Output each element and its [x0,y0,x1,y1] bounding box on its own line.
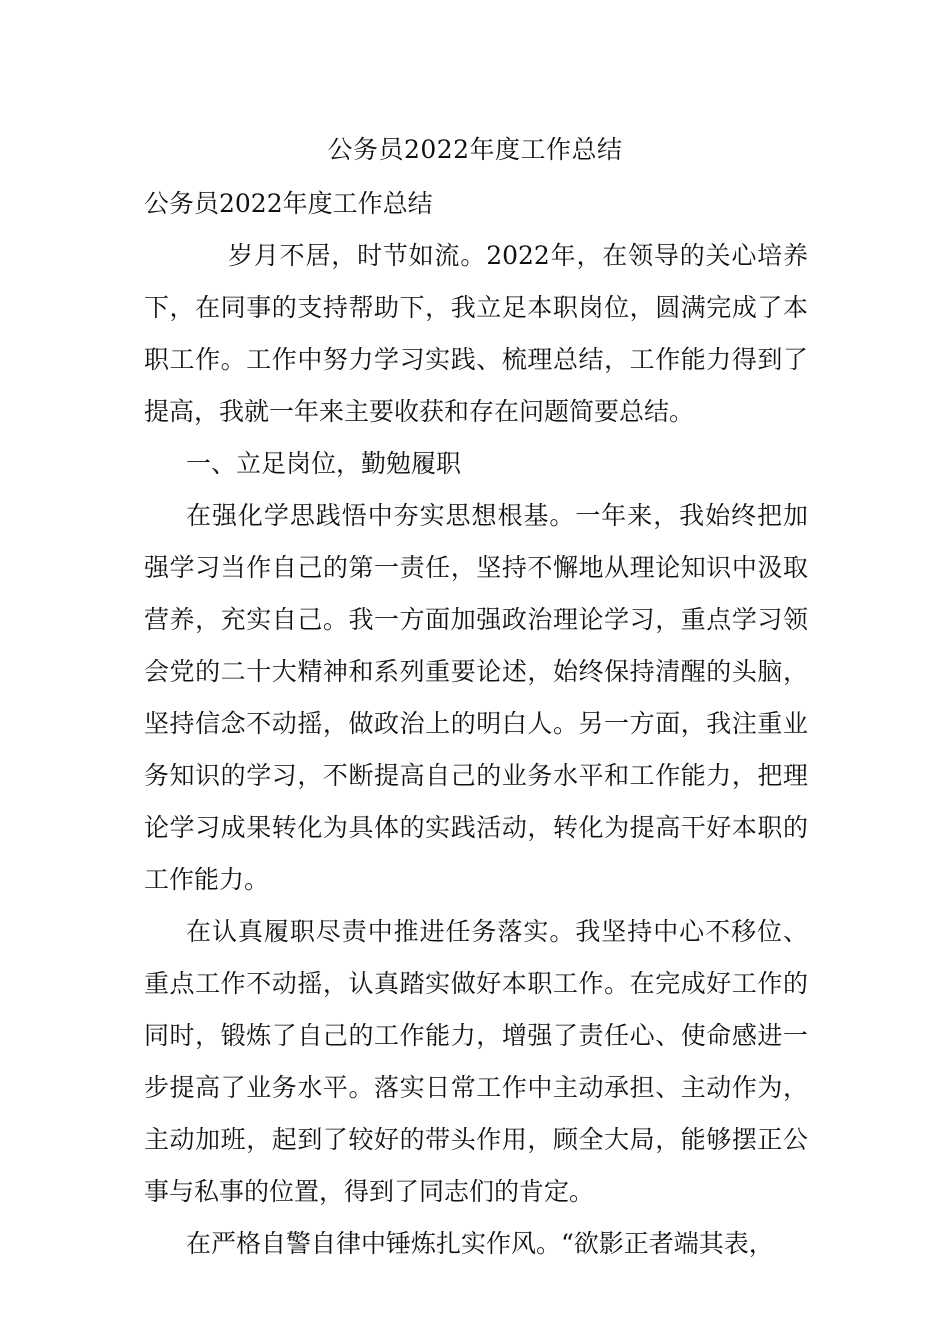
document-body [144,178,808,1270]
duty-paragraph: 在认真履职尽责中推进任务落实。我坚持中心不移位、重点工作不动摇，认真踏实做好本职工作。在完成好工作的同时，锻炼了自己的工作能力，增强了责任心、使命感进一步提高了业务水平。落实日常工作中主动承担、主动作为，主动加班，起到了较好的带头作用，顾全大局，能够摆正公事与私事的位置，得到了同志们的肯定。 [144,917,808,1206]
discipline-paragraph: 在严格自警自律中锤炼扎实作风。“欲影正者端其表， [186,1229,774,1258]
intro-paragraph: 岁月不居，时节如流。2022年，在领导的关心培养下，在同事的支持帮助下，我立足本职岗位，圆满完成了本职工作。工作中努力学习实践、梳理总结，工作能力得到了提高，我就一年来主要收获和存在问题简要总结。 [144,241,808,426]
document-subtitle: 公务员2022年度工作总结 [144,189,433,218]
study-paragraph: 在强化学思践悟中夯实思想根基。一年来，我始终把加强学习当作自己的第一责任，坚持不懈地从理论知识中汲取营养，充实自己。我一方面加强政治理论学习，重点学习领会党的二十大精神和系列重要论述，始终保持清醒的头脑，坚持信念不动摇，做政治上的明白人。另一方面，我注重业务知识的学习，不断提高自己的业务水平和工作能力，把理论学习成果转化为具体的实践活动，转化为提高干好本职的工作能力。 [144,501,808,894]
section-one-heading: 一、立足岗位，勤勉履职 [186,449,462,478]
document-title: 公务员2022年度工作总结 [327,135,623,164]
